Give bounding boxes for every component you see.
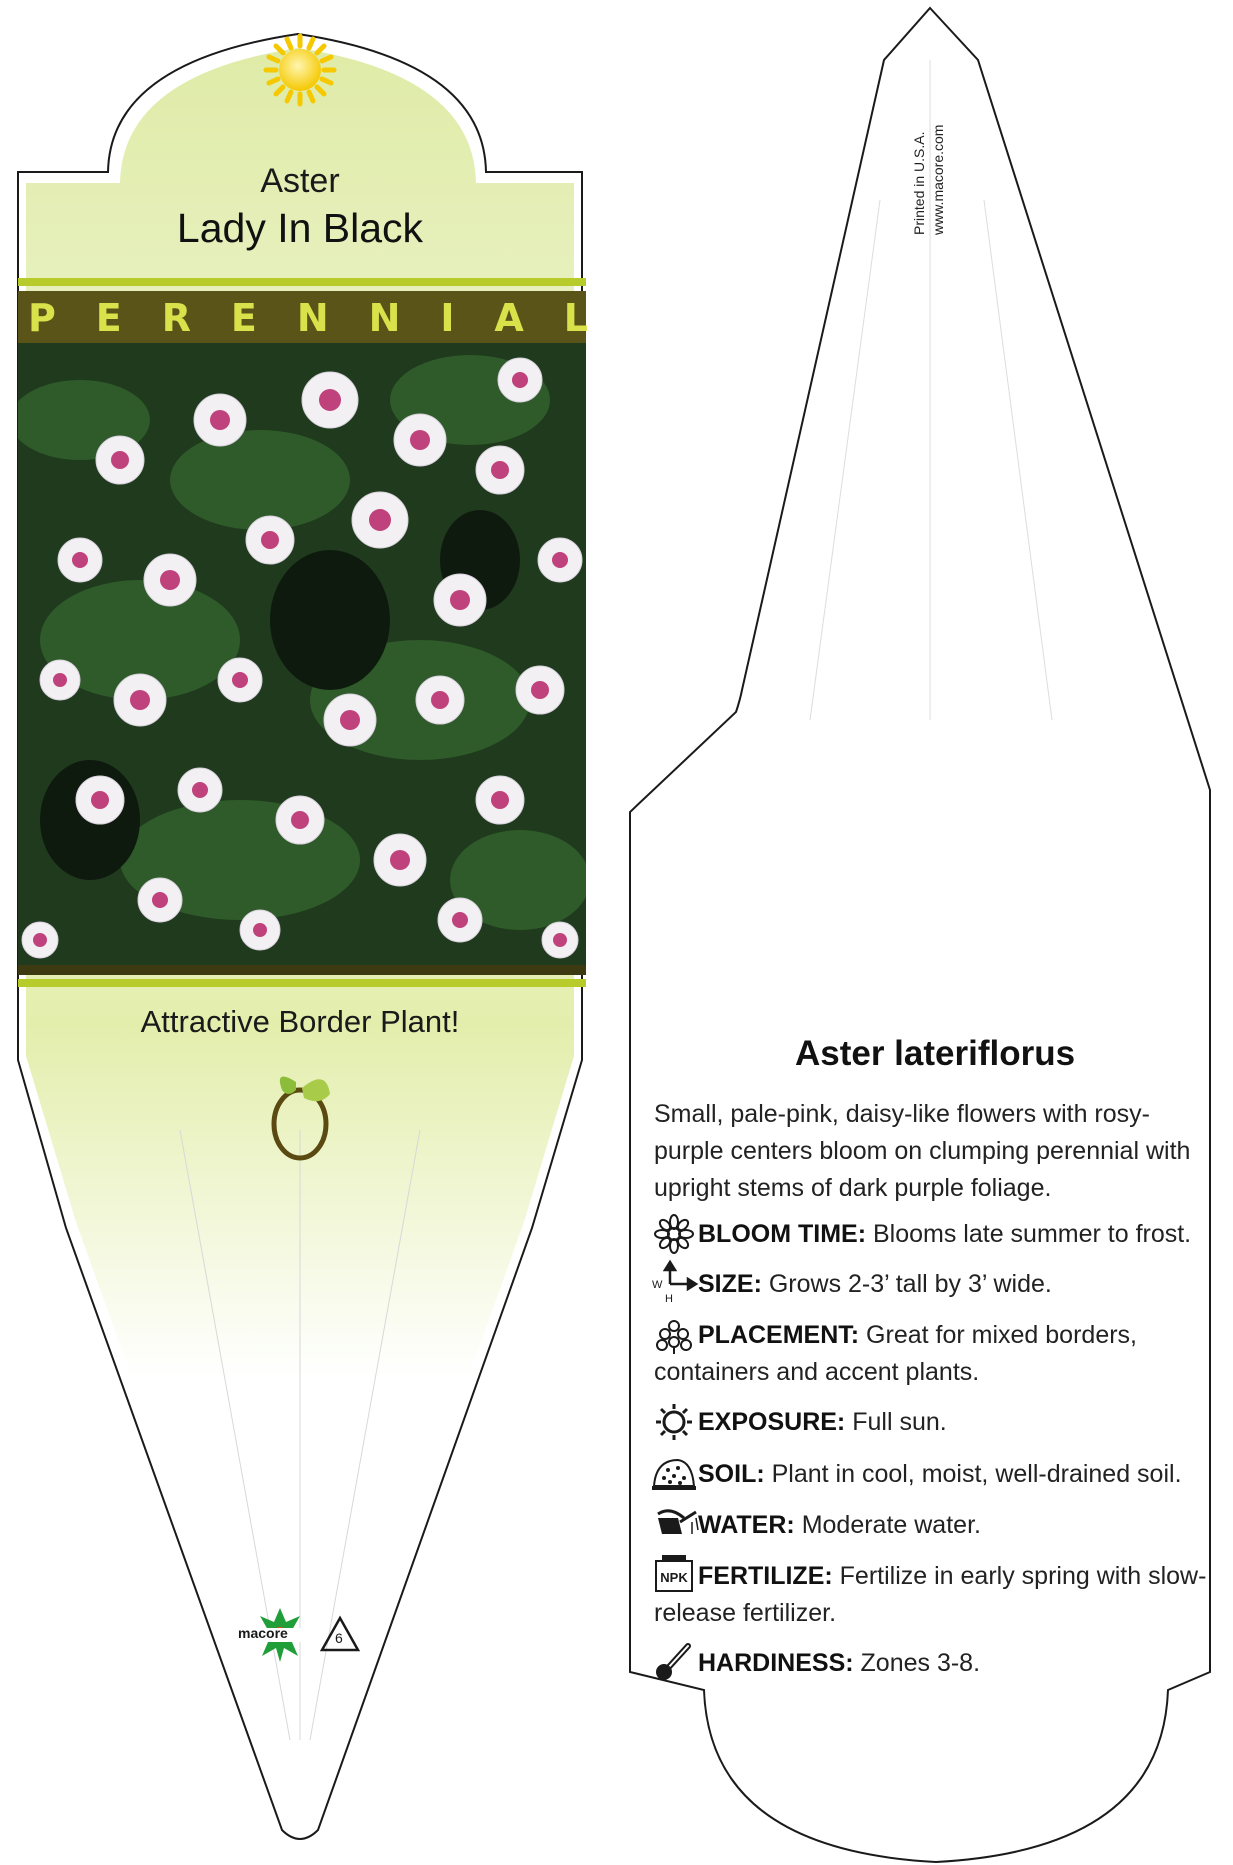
perennial-letter: R — [161, 296, 191, 340]
printed-notice — [910, 85, 950, 235]
genus-name: Aster — [260, 162, 340, 200]
botanical-name: Aster lateriflorus — [794, 1034, 1076, 1073]
plant-description: Small, pale-pink, daisy-like flowers with rosy-purple centers bloom on clumping perennial with upright stems of dark purple foliage. — [654, 1100, 1191, 1202]
attr-size — [654, 1266, 1214, 1303]
perennial-letter: E — [95, 296, 122, 340]
perennial-letter: L — [563, 296, 588, 340]
perennial-letter: A — [494, 296, 524, 340]
attr-soil — [654, 1456, 1214, 1493]
attr-text: Fertilize in early spring with slow-release fertilizer. — [654, 1562, 1207, 1627]
attr-label: SOIL: — [698, 1460, 765, 1488]
attr-water — [654, 1507, 1214, 1544]
attr-hardiness — [654, 1645, 1214, 1682]
size-w-letter: W — [652, 1279, 663, 1291]
perennial-label — [28, 296, 588, 340]
attr-label: FERTILIZE: — [698, 1562, 833, 1590]
perennial-letter: P — [28, 296, 56, 340]
perennial-letter: I — [440, 296, 455, 340]
npk-text: NPK — [660, 1570, 688, 1585]
attr-label: PLACEMENT: — [698, 1321, 860, 1349]
tagline: Attractive Border Plant! — [140, 1004, 460, 1039]
top-lime-stripe — [18, 278, 586, 286]
cultivar-name: Lady In Black — [176, 205, 424, 251]
attr-label: WATER: — [698, 1511, 795, 1539]
attr-label: EXPOSURE: — [698, 1408, 846, 1436]
bottom-lime-stripe — [18, 979, 586, 987]
attr-bloom-time — [654, 1216, 1214, 1253]
perennial-letter: N — [296, 296, 329, 340]
perennial-letter: E — [230, 296, 257, 340]
attr-label: BLOOM TIME: — [698, 1220, 867, 1248]
attr-exposure — [654, 1404, 1214, 1441]
website: www.macore.com — [930, 124, 946, 235]
size-h-letter: H — [665, 1293, 673, 1305]
attr-label: HARDINESS: — [698, 1649, 854, 1677]
attr-text: Zones 3-8. — [853, 1649, 981, 1677]
attr-text: Blooms late summer to frost. — [866, 1220, 1192, 1248]
attr-text: Plant in cool, moist, well-drained soil. — [764, 1460, 1182, 1488]
attr-placement — [654, 1317, 1214, 1391]
attr-text: Full sun. — [845, 1408, 947, 1436]
recycle-code: 6 — [335, 1630, 343, 1646]
printed-in-usa: Printed in U.S.A. — [911, 131, 927, 235]
attr-text: Grows 2-3’ tall by 3’ wide. — [761, 1270, 1052, 1298]
attr-text: Moderate water. — [794, 1511, 981, 1539]
attr-fertilize — [654, 1558, 1214, 1632]
attr-label: SIZE: — [698, 1270, 762, 1298]
sun-icon — [266, 36, 334, 104]
brand-name: macore — [238, 1625, 288, 1641]
flower-photo — [10, 343, 590, 965]
perennial-letter: N — [368, 296, 401, 340]
bottom-olive-stripe — [18, 965, 586, 975]
attr-text: Great for mixed borders, containers and accent plants. — [654, 1321, 1137, 1386]
